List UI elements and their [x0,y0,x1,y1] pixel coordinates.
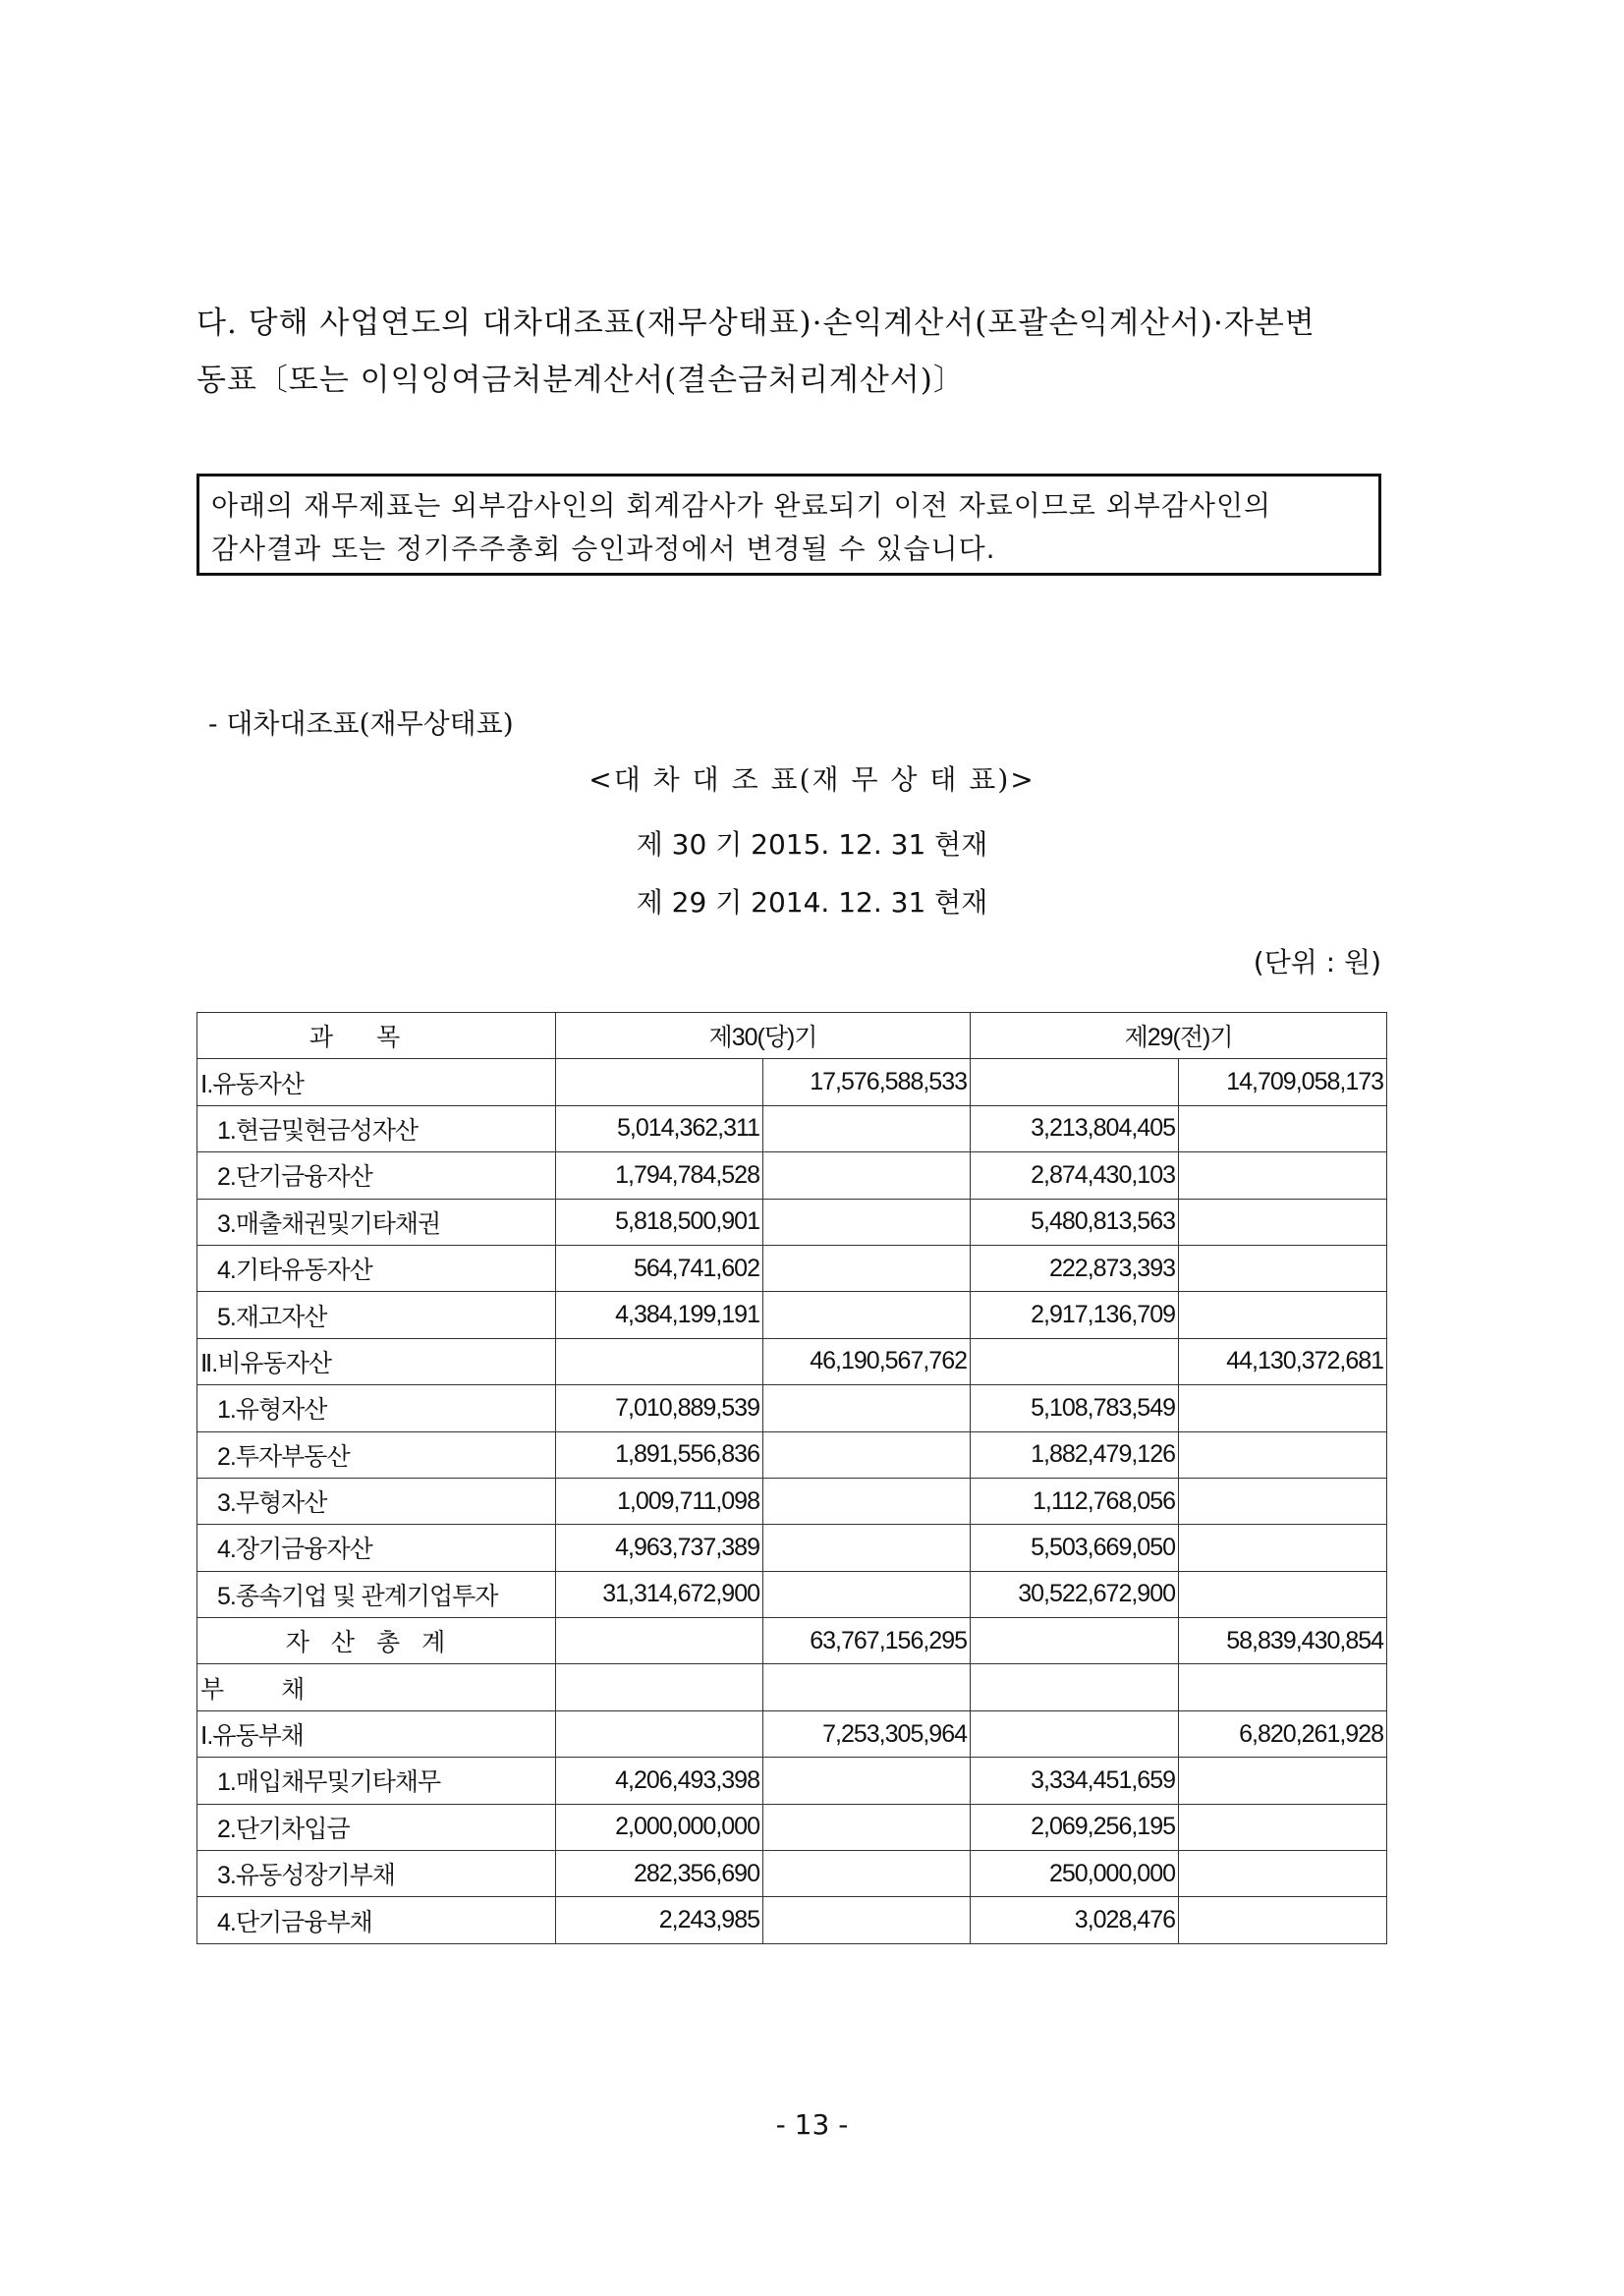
current-total [763,1851,971,1897]
prior-detail: 30,522,672,900 [971,1571,1179,1617]
current-total [763,1292,971,1338]
row-label: 4.장기금융자산 [197,1525,556,1571]
table-row [197,1851,1387,1897]
prior-total [1179,1758,1387,1804]
prior-total [1179,1245,1387,1291]
prior-detail: 5,503,669,050 [971,1525,1179,1571]
header-account: 과목 [197,1013,556,1059]
prior-total [1179,1851,1387,1897]
prior-detail [971,1618,1179,1664]
current-detail: 1,009,711,098 [556,1478,763,1524]
current-total [763,1478,971,1524]
row-label: Ⅱ.비유동자산 [197,1338,556,1384]
current-total [763,1758,971,1804]
row-label: 5.재고자산 [197,1292,556,1338]
current-total [763,1664,971,1710]
prior-detail [971,1059,1179,1105]
row-label: 4.단기금융부채 [197,1897,556,1943]
prior-total [1179,1199,1387,1245]
table-row [197,1431,1387,1478]
table-row [197,1338,1387,1384]
current-detail [556,1338,763,1384]
prior-detail: 2,874,430,103 [971,1152,1179,1199]
prior-detail: 222,873,393 [971,1245,1179,1291]
notice-line1: 아래의 재무제표는 외부감사인의 회계감사가 완료되기 이전 자료이므로 외부감사인의 [211,489,1272,522]
prior-total: 44,130,372,681 [1179,1338,1387,1384]
notice-line2: 감사결과 또는 정기주주총회 승인과정에서 변경될 수 있습니다. [211,532,996,565]
row-label: 1.매입채무및기타채무 [197,1758,556,1804]
table-row [197,1385,1387,1431]
current-detail [556,1664,763,1710]
prior-detail: 3,213,804,405 [971,1105,1179,1151]
current-detail: 2,243,985 [556,1897,763,1943]
current-detail: 7,010,889,539 [556,1385,763,1431]
header-current-period: 제30(당)기 [556,1013,971,1059]
prior-detail: 3,334,451,659 [971,1758,1179,1804]
prior-detail: 1,882,479,126 [971,1431,1179,1478]
table-row [197,1245,1387,1291]
current-total [763,1804,971,1850]
row-label: Ⅰ.유동자산 [197,1059,556,1105]
current-detail: 2,000,000,000 [556,1804,763,1850]
table-header-row [197,1013,1387,1059]
page-number: - 13 - [775,2108,849,2141]
current-detail [556,1059,763,1105]
prior-total [1179,1105,1387,1151]
current-total [763,1897,971,1943]
prior-total [1179,1152,1387,1199]
prior-total [1179,1478,1387,1524]
current-detail: 1,891,556,836 [556,1431,763,1478]
current-total [763,1431,971,1478]
period-prior: 제 29 기 2014. 12. 31 현재 [636,886,988,919]
section-heading [196,295,1405,409]
table-row [197,1478,1387,1524]
row-label: 자산총계 [197,1618,556,1664]
prior-total: 14,709,058,173 [1179,1059,1387,1105]
current-total: 46,190,567,762 [763,1338,971,1384]
header-prior-period: 제29(전)기 [971,1013,1387,1059]
period-current: 제 30 기 2015. 12. 31 현재 [636,828,988,861]
prior-total [1179,1292,1387,1338]
current-detail: 31,314,672,900 [556,1571,763,1617]
current-detail: 564,741,602 [556,1245,763,1291]
table-row [197,1758,1387,1804]
section-heading-line1: 다. 당해 사업연도의 대차대조표(재무상태표)·손익계산서(포괄손익계산서)·자본변 [196,306,1316,341]
prior-detail [971,1664,1179,1710]
row-label: 부채 [197,1664,556,1710]
current-detail: 5,014,362,311 [556,1105,763,1151]
row-label: 2.단기차입금 [197,1804,556,1850]
table-title: <대 차 대 조 표(재 무 상 태 표)> [588,763,1036,796]
prior-total [1179,1664,1387,1710]
table-row-total-assets [197,1618,1387,1664]
prior-detail [971,1338,1179,1384]
current-detail: 4,206,493,398 [556,1758,763,1804]
current-total [763,1199,971,1245]
subtitle: - 대차대조표(재무상태표) [208,707,514,740]
prior-total [1179,1897,1387,1943]
row-label: Ⅰ.유동부채 [197,1710,556,1757]
prior-total [1179,1525,1387,1571]
current-total: 63,767,156,295 [763,1618,971,1664]
prior-total: 58,839,430,854 [1179,1618,1387,1664]
row-label: 1.현금및현금성자산 [197,1105,556,1151]
table-row [197,1152,1387,1199]
row-label: 4.기타유동자산 [197,1245,556,1291]
balance-sheet-table [196,1012,1387,1944]
section-heading-line2: 동표〔또는 이익잉여금처분계산서(결손금처리계산서)〕 [196,363,965,398]
table-row [197,1199,1387,1245]
current-total [763,1385,971,1431]
current-total [763,1152,971,1199]
current-total [763,1571,971,1617]
table-row [197,1059,1387,1105]
prior-total [1179,1571,1387,1617]
current-total [763,1525,971,1571]
current-detail: 4,384,199,191 [556,1292,763,1338]
current-detail: 282,356,690 [556,1851,763,1897]
table-row [197,1897,1387,1943]
prior-detail: 3,028,476 [971,1897,1179,1943]
table-row [197,1105,1387,1151]
table-row [197,1710,1387,1757]
row-label: 3.유동성장기부채 [197,1851,556,1897]
prior-total [1179,1431,1387,1478]
current-total [763,1105,971,1151]
prior-detail: 2,069,256,195 [971,1804,1179,1850]
prior-detail: 1,112,768,056 [971,1478,1179,1524]
row-label: 2.단기금융자산 [197,1152,556,1199]
prior-detail: 2,917,136,709 [971,1292,1179,1338]
prior-total: 6,820,261,928 [1179,1710,1387,1757]
prior-detail: 5,108,783,549 [971,1385,1179,1431]
current-detail: 1,794,784,528 [556,1152,763,1199]
row-label: 5.종속기업 및 관계기업투자 [197,1571,556,1617]
unit-label: (단위 : 원) [1253,946,1381,979]
table-row [197,1525,1387,1571]
prior-detail: 250,000,000 [971,1851,1179,1897]
current-detail: 5,818,500,901 [556,1199,763,1245]
row-label: 3.매출채권및기타채권 [197,1199,556,1245]
table-row [197,1292,1387,1338]
current-total [763,1245,971,1291]
prior-detail [971,1710,1179,1757]
table-row [197,1571,1387,1617]
row-label: 3.무형자산 [197,1478,556,1524]
current-total: 7,253,305,964 [763,1710,971,1757]
table-row [197,1804,1387,1850]
row-label: 2.투자부동산 [197,1431,556,1478]
table-row-liabilities [197,1664,1387,1710]
notice-box [196,474,1381,576]
prior-total [1179,1804,1387,1850]
current-detail [556,1710,763,1757]
current-total: 17,576,588,533 [763,1059,971,1105]
prior-detail: 5,480,813,563 [971,1199,1179,1245]
current-detail: 4,963,737,389 [556,1525,763,1571]
prior-total [1179,1385,1387,1431]
current-detail [556,1618,763,1664]
row-label: 1.유형자산 [197,1385,556,1431]
